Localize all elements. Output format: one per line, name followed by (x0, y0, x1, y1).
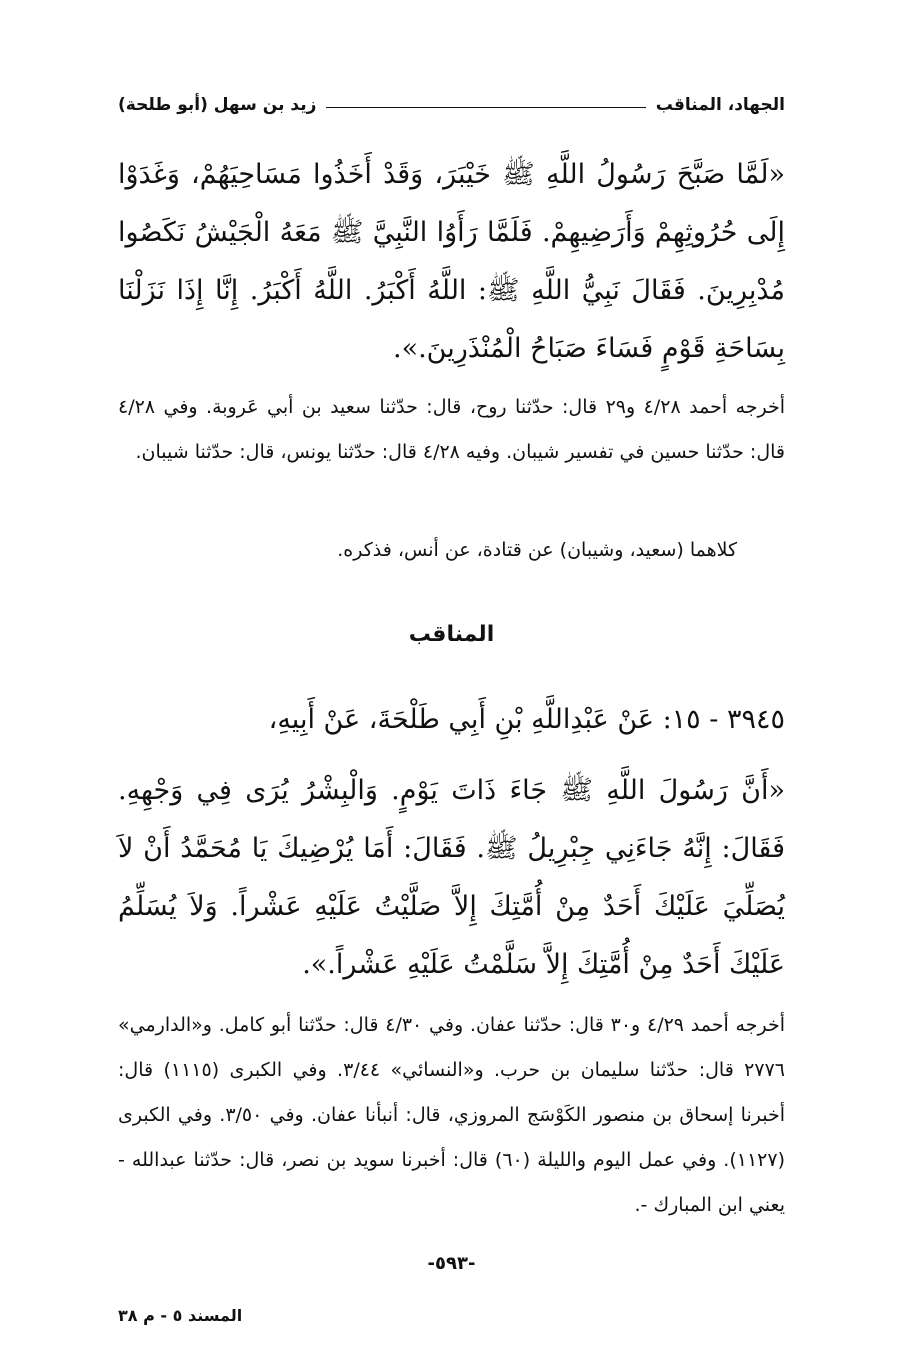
running-header (118, 92, 785, 118)
hadith-text-1: «لَمَّا صَبَّحَ رَسُولُ اللَّهِ ﷺ خَيْبَرَ، وَقَدْ أَخَذُوا مَسَاحِيَهُمْ، وَغَدَوْا إِلَى حُرُوثِهِمْ وَأَرَضِيهِمْ. فَلَمَّا رَأَوُا النَّبِيَّ ﷺ مَعَهُ الْجَيْشُ نَكَصُوا مُدْبِرِينَ. فَقَالَ نَبِيُّ اللَّهِ ﷺ: اللَّهُ أَكْبَرُ. اللَّهُ أَكْبَرُ. إِنَّا إِذَا نَزَلْنَا بِسَاحَةِ قَوْمٍ فَسَاءَ صَبَاحُ الْمُنْذَرِينَ.». (118, 159, 785, 364)
header-narrator-name: زيد بن سهل (أبو طلحة) (118, 95, 317, 115)
header-chapter-title: الجهاد، المناقب (655, 95, 785, 115)
print-signature: المسند ٥ - م ٣٨ (118, 1306, 243, 1325)
header-rule (326, 107, 645, 108)
takhrij-note-1: أخرجه أحمد ٤/٢٨ و٢٩ قال: حدّثنا روح، قال: حدّثنا سعيد بن أبي عَروبة. وفي ٤/٢٨ قال: حدّثنا حسين في تفسير شيبان. وفيه ٤/٢٨ قال: حدّثنا يونس، قال: حدّثنا شيبان. (118, 396, 786, 463)
takhrij-note-2: أخرجه أحمد ٤/٢٩ و٣٠ قال: حدّثنا عفان. وفي ٤/٣٠ قال: حدّثنا أبو كامل. و«الدارمي» ٢٧٧٦ قال: حدّثنا سليمان بن حرب. و«النسائي» ٣/٤٤. وفي الكبرى (١١١٥) قال: أخبرنا إسحاق بن منصور الكَوْسَج المروزي، قال: أنبأنا عفان. وفي ٣/٥٠. وفي الكبرى (١١٢٧). وفي عمل اليوم والليلة (٦٠) قال: أخبرنا سويد بن نصر، قال: حدّثنا عبدالله - يعني ابن المبارك -. (118, 1014, 786, 1216)
section-title: المناقب (408, 622, 495, 647)
hadith-chain-heading: ٣٩٤٥ - ١٥: عَنْ عَبْدِاللَّهِ بْنِ أَبِي طَلْحَةَ، عَنْ أَبِيهِ، (268, 704, 785, 735)
hadith-text-2: «أَنَّ رَسُولَ اللَّهِ ﷺ جَاءَ ذَاتَ يَوْمٍ. وَالْبِشْرُ يُرَى فِي وَجْهِهِ. فَقَالَ: إِنَّهُ جَاءَنِي جِبْرِيلُ ﷺ. فَقَالَ: أَمَا يُرْضِيكَ يَا مُحَمَّدُ أَنْ لاَ يُصَلِّيَ عَلَيْكَ أَحَدٌ مِنْ أُمَّتِكَ إِلاَّ صَلَّيْتُ عَلَيْهِ عَشْراً. وَلاَ يُسَلِّمُ عَلَيْكَ أَحَدٌ مِنْ أُمَّتِكَ إِلاَّ سَلَّمْتُ عَلَيْهِ عَشْراً.». (118, 775, 785, 980)
takhrij-summary-1: كلاهما (سعيد، وشيبان) عن قتادة، عن أنس، فذكره. (337, 539, 737, 561)
page-number: -٥٩٣- (427, 1253, 476, 1274)
